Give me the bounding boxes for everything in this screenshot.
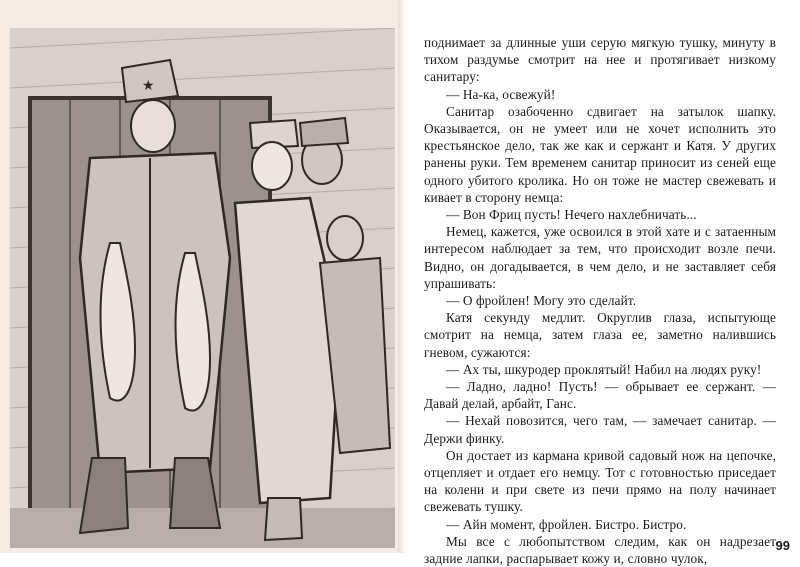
paragraph: — О фройлен! Могу это сделайт. <box>446 293 637 309</box>
paragraph: Санитар озабоченно сдвигает на затылок шапку. Оказывается, он не умеет или не хочет исполнить это крестьянское дело, так же как и сержант и Катя. У других ранены руки. Тем временем санитар приносит из сеней еще одного убитого кролика. Но он тоже не мастер свежевать и кивает в сторону немца: <box>424 103 776 205</box>
paragraph: — Ладно, ладно! Пусть! — обрывает ее сержант. — Давай делай, арбайт, Ганс. <box>424 379 776 412</box>
paragraph: — Ах ты, шкуродер проклятый! Набил на людях руку! <box>446 361 762 377</box>
paragraph: Он достает из кармана кривой садовый нож на цепочке, отцепляет и отдает его немцу. Тот с готовностью приседает на колени и при свете из печи прямо на полу начинает свежевать тушку. <box>424 447 776 515</box>
paragraph: Катя секунду медлит. Округлив глаза, испытующе смотрит на немца, затем глаза ее, заметно налившись гневом, сужаются: <box>424 310 776 360</box>
svg-text:★: ★ <box>142 78 155 94</box>
paragraph: — Айн момент, фройлен. Бистро. Бистро. <box>446 516 687 532</box>
pencil-illustration <box>10 28 395 548</box>
paragraph: — Нехай повозится, чего там, — замечает санитар. — Держи финку. <box>424 413 776 446</box>
paragraph: поднимает за длинные уши серую мягкую тушку, минуту в тихом раздумье смотрит на нее и протягивает низкому санитару: <box>424 35 776 85</box>
paragraph: Мы все с любопытством следим, как он надрезает задние лапки, распарывает кожу и, словно чулок, <box>424 533 776 567</box>
paragraph: — Вон Фриц пусть! Нечего нахлебничать... <box>446 207 697 223</box>
paragraph: — На-ка, освежуй! <box>446 86 556 102</box>
book-gutter <box>398 0 406 553</box>
right-page <box>406 0 800 567</box>
paragraph: Немец, кажется, уже освоился в этой хате и с затаенным интересом наблюдает за тем, что происходит возле печи. Видно, он догадывается, в чем дело, и не заставляет себя упрашивать: <box>424 224 776 291</box>
page-number: 99 <box>775 538 790 553</box>
left-page <box>0 0 400 553</box>
text-block <box>424 34 776 567</box>
